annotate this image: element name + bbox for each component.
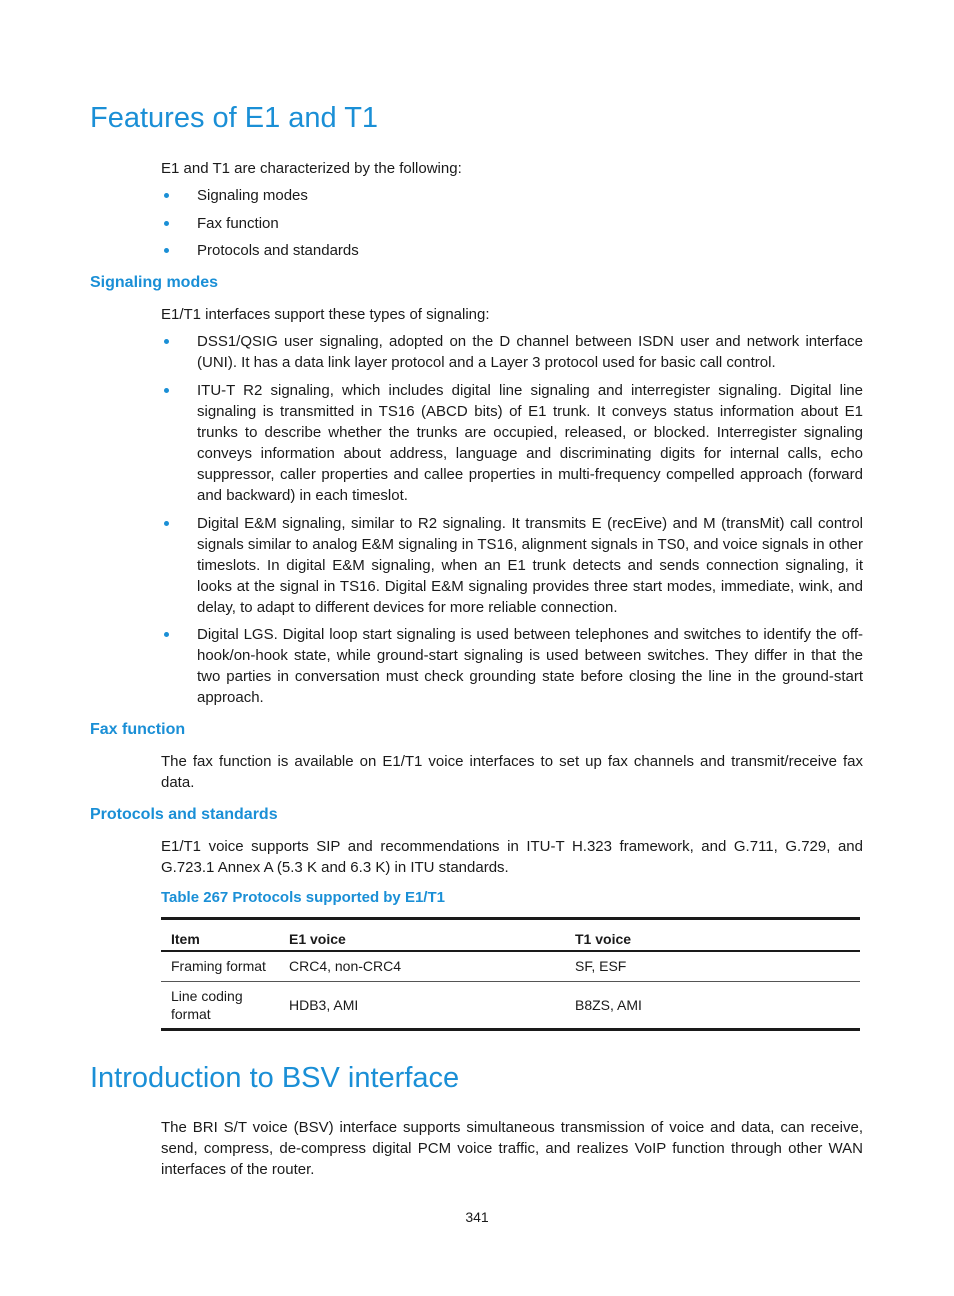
bullet-icon	[164, 632, 169, 637]
list-item	[161, 185, 863, 206]
column-header-e1-voice: E1 voice	[279, 919, 565, 952]
table-cell: B8ZS, AMI	[565, 981, 860, 1029]
heading-fax-function: Fax function	[90, 721, 186, 738]
list-item-text: Signaling modes	[197, 187, 308, 204]
column-header-t1-voice: T1 voice	[565, 919, 860, 952]
list-item	[161, 513, 863, 618]
bullet-icon	[164, 339, 169, 344]
section-title-bsv: Introduction to BSV interface	[90, 1062, 460, 1094]
table-cell: Line coding format	[161, 981, 279, 1029]
heading-signaling-modes: Signaling modes	[90, 274, 219, 291]
page-number: 341	[465, 1209, 489, 1225]
bullet-icon	[164, 193, 169, 198]
bullet-icon	[164, 388, 169, 393]
protocols-table	[161, 917, 860, 1031]
list-item-text: Digital LGS. Digital loop start signaling is used between telephones and switches to identify the off-hook/on-hook state, while ground-start signaling is used between switches. They differ in that the two parties in conversation must check grounding state before closing the line in the ground-start approach.	[197, 626, 863, 706]
table-header-row	[161, 919, 860, 952]
table-cell: CRC4, non-CRC4	[279, 951, 565, 981]
table-cell: SF, ESF	[565, 951, 860, 981]
table-row	[161, 981, 860, 1029]
table-cell: HDB3, AMI	[279, 981, 565, 1029]
table-cell: Framing format	[161, 951, 279, 981]
list-item	[161, 380, 863, 506]
protocols-text: E1/T1 voice supports SIP and recommendations in ITU-T H.323 framework, and G.711, G.729, and G.723.1 Annex A (5.3 K and 6.3 K) in ITU standards.	[161, 838, 863, 876]
heading-protocols-standards: Protocols and standards	[90, 806, 278, 823]
list-item-text: DSS1/QSIG user signaling, adopted on the D channel between ISDN user and network interface (UNI). It has a data link layer protocol and a Layer 3 protocol used for basic call control.	[197, 333, 863, 371]
table-row	[161, 951, 860, 981]
list-item	[161, 331, 863, 373]
list-item	[161, 213, 863, 234]
list-item-text: ITU-T R2 signaling, which includes digital line signaling and interregister signaling. Digital line signaling is transmitted in TS16 (ABCD bits) of E1 trunk. It conveys status information about E1 trunks to describe whether the trunks are occupied, released, or blocked. Interregister signaling conveys information about address, language and discriminating digits for internal calls, echo suppressor, caller properties and callee properties in multi-frequency compelled approach (forward and backward) in each timeslot.	[197, 382, 863, 504]
list-item-text: Fax function	[197, 215, 279, 232]
fax-text: The fax function is available on E1/T1 voice interfaces to set up fax channels and transmit/receive fax data.	[161, 753, 863, 791]
list-item	[161, 240, 863, 261]
bullet-icon	[164, 221, 169, 226]
features-intro: E1 and T1 are characterized by the following:	[161, 160, 462, 177]
signaling-intro: E1/T1 interfaces support these types of signaling:	[161, 306, 490, 323]
list-item	[161, 624, 863, 708]
bullet-icon	[164, 248, 169, 253]
column-header-item: Item	[161, 919, 279, 952]
list-item-text: Protocols and standards	[197, 242, 359, 259]
bullet-icon	[164, 521, 169, 526]
bsv-text: The BRI S/T voice (BSV) interface supports simultaneous transmission of voice and data, can receive, send, compress, de-compress digital PCM voice traffic, and realizes VoIP function through other WAN interfaces of the router.	[161, 1119, 863, 1178]
table-caption: Table 267 Protocols supported by E1/T1	[161, 889, 445, 906]
list-item-text: Digital E&M signaling, similar to R2 signaling. It transmits E (recEive) and M (transMit) call control signals similar to analog E&M signaling in TS16, alignment signals in TS0, and voice signals in other timeslots. In digital E&M signaling, when an E1 trunk detects and sends connection signaling, it looks at the signal in TS16. Digital E&M signaling provides three start modes, immediate, wink, and delay, to adapt to different devices for more reliable connection.	[197, 515, 863, 616]
section-title-features: Features of E1 and T1	[90, 102, 379, 134]
